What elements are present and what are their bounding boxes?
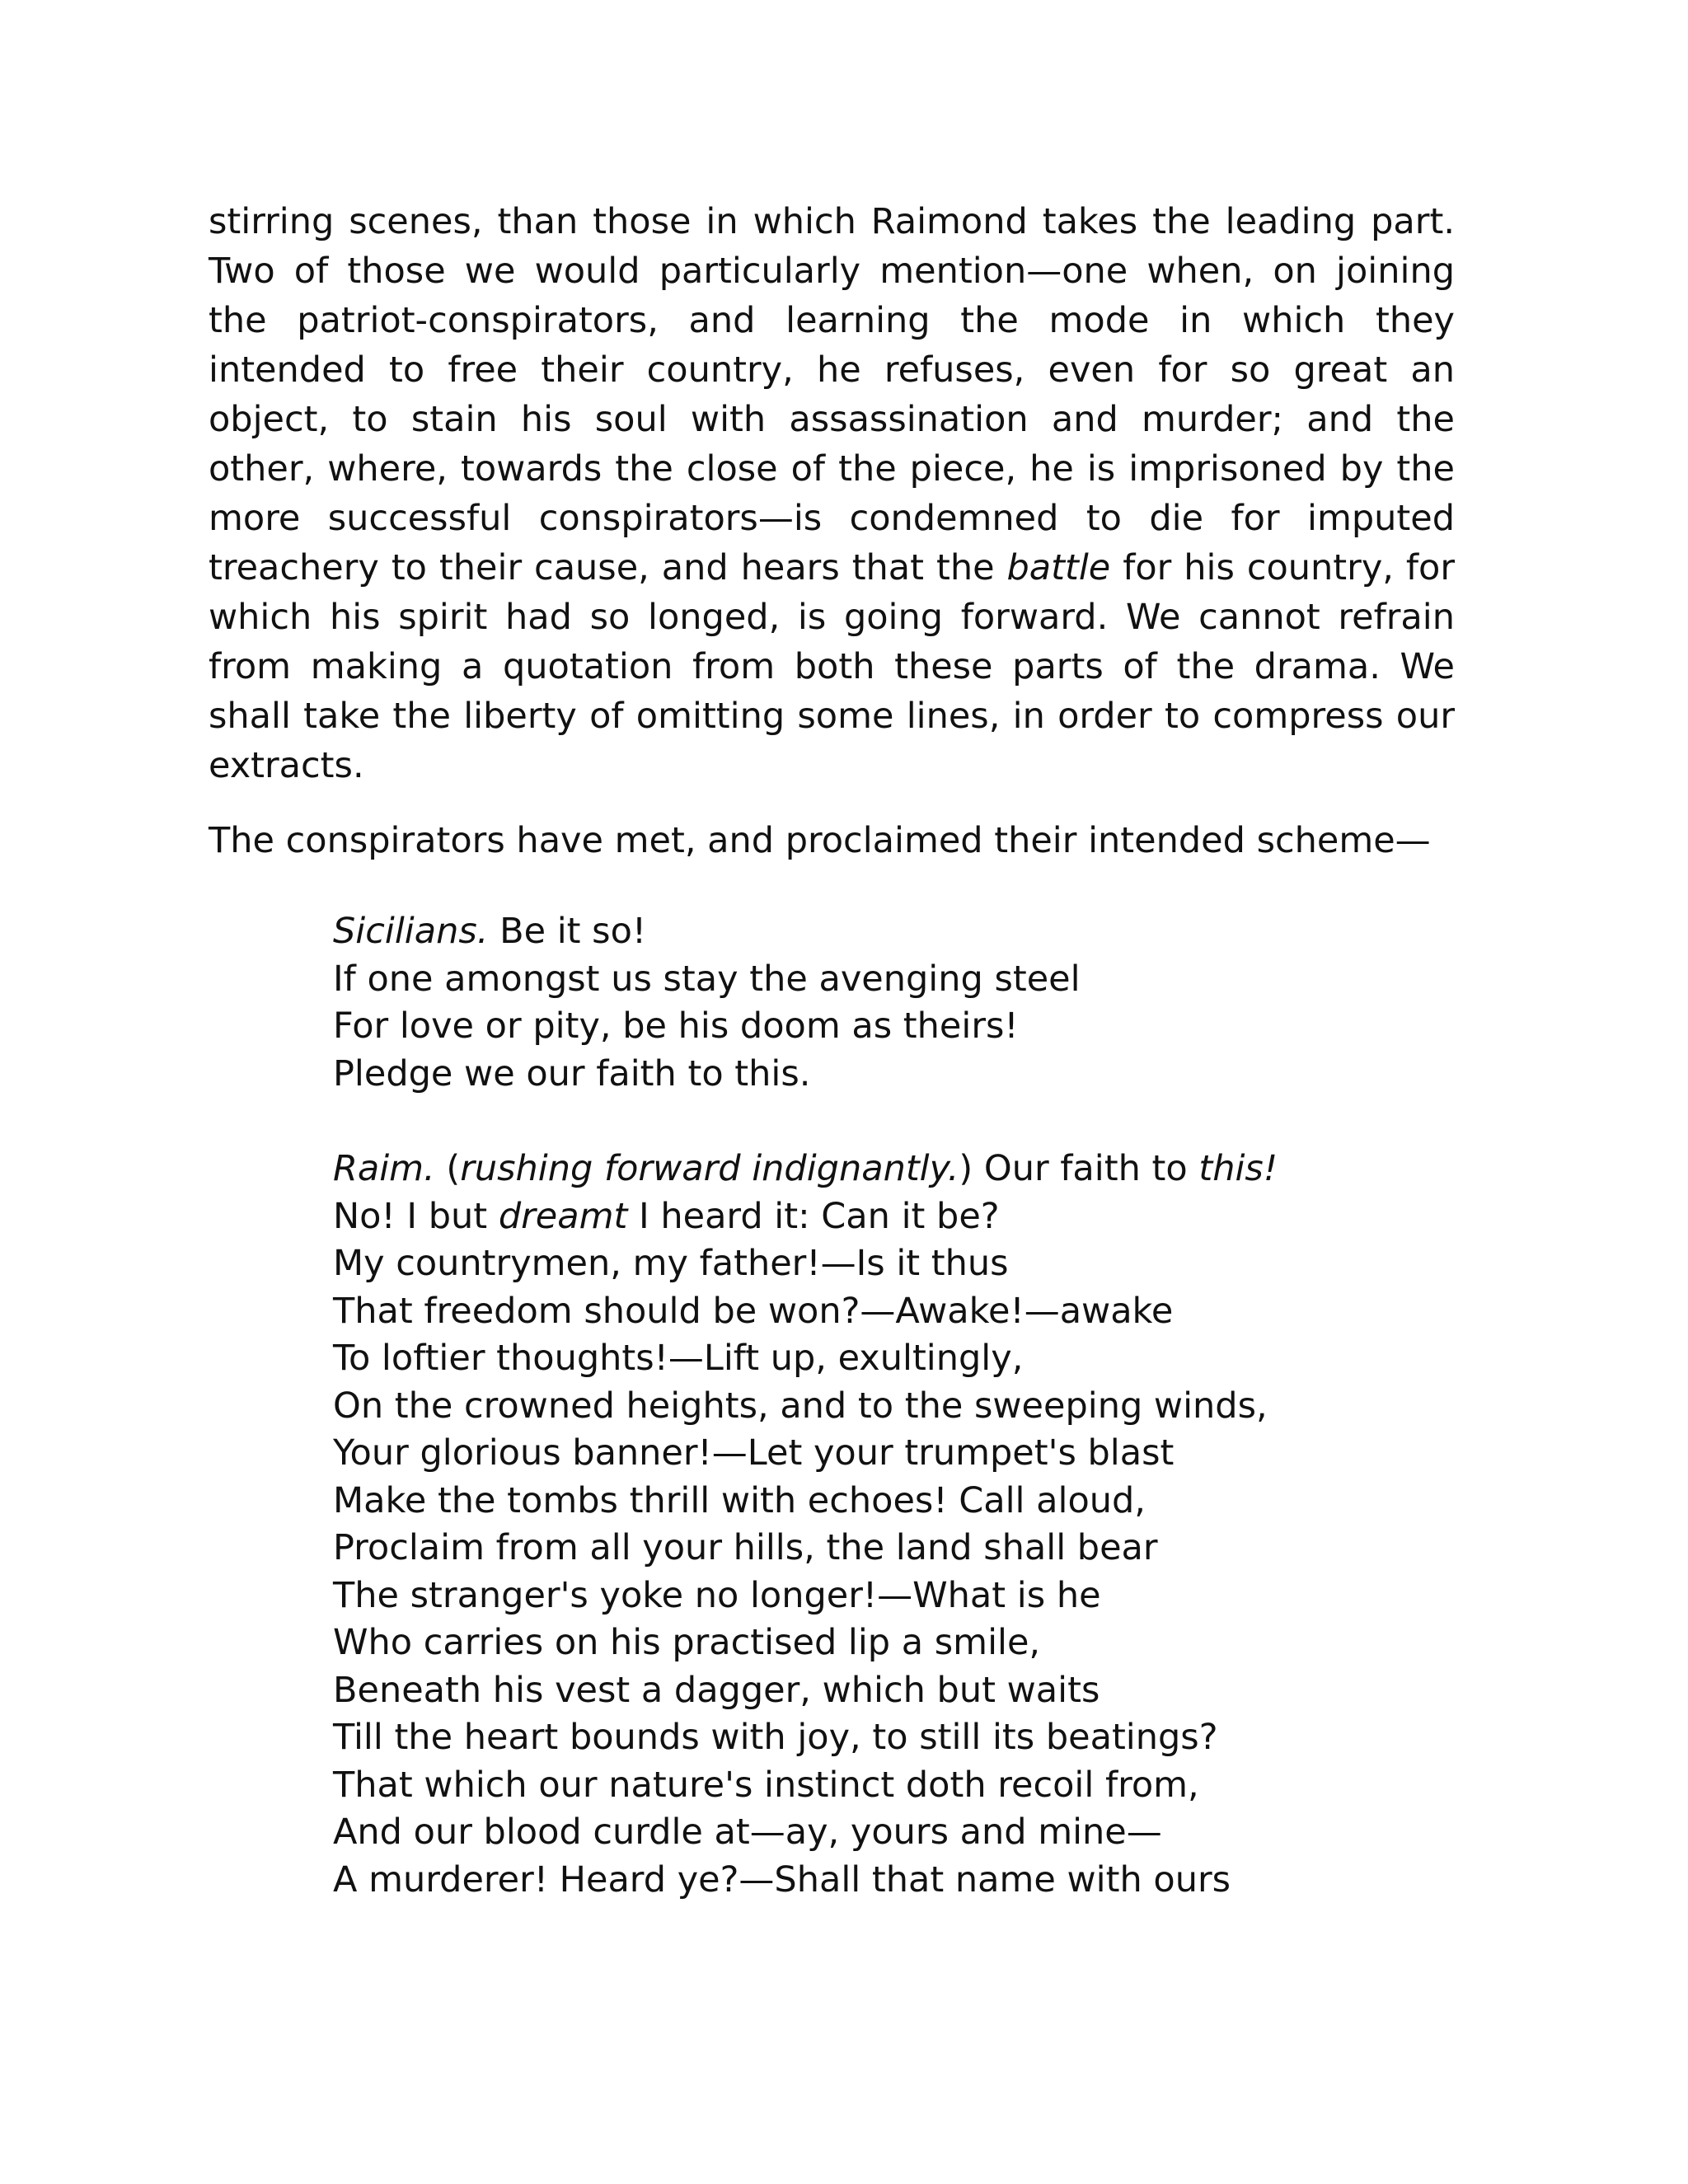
verse-line xyxy=(333,1146,1437,1193)
paragraph-line: stirring scenes, than those in which Raimond takes the leading part. xyxy=(209,201,1455,242)
paragraph-line: intended to free their country, he refuses, even for so great an xyxy=(209,349,1455,391)
verse-line: On the crowned heights, and to the sweeping winds, xyxy=(333,1385,1268,1427)
verse-line: Who carries on his practised lip a smile, xyxy=(333,1622,1041,1663)
verse-block-raimond xyxy=(333,1146,1437,1904)
paragraph-line: more successful conspirators—is condemned to die for imputed xyxy=(209,498,1455,539)
verse-line xyxy=(333,1193,1437,1241)
paragraph-line: from making a quotation from both these parts of the drama. We xyxy=(209,646,1455,687)
verse-text: ) Our faith to xyxy=(959,1148,1199,1189)
paragraph-line xyxy=(209,543,1455,593)
verse-line: Your glorious banner!—Let your trumpet's blast xyxy=(333,1432,1175,1474)
speaker-name: Sicilians. xyxy=(333,911,489,952)
verse-line: Till the heart bounds with joy, to still its beatings? xyxy=(333,1717,1218,1758)
verse-text: ( xyxy=(434,1148,461,1189)
verse-text: No! I but xyxy=(333,1195,499,1237)
speaker-name: Raim. xyxy=(333,1148,435,1189)
italic-word: this! xyxy=(1198,1148,1278,1189)
intro-sentence: The conspirators have met, and proclaimed their intended scheme— xyxy=(209,820,1431,861)
paragraph-line: object, to stain his soul with assassination and murder; and the xyxy=(209,399,1455,440)
verse-line: Pledge we our faith to this. xyxy=(333,1052,811,1094)
paragraph-line: the patriot-conspirators, and learning the mode in which they xyxy=(209,300,1455,341)
paragraph-line: Two of those we would particularly mention—one when, on joining xyxy=(209,251,1455,292)
verse-text: Be it so! xyxy=(488,911,647,952)
verse-line: Beneath his vest a dagger, which but waits xyxy=(333,1669,1100,1711)
verse-text: I heard it: Can it be? xyxy=(627,1195,1000,1237)
verse-line: For love or pity, be his doom as theirs! xyxy=(333,1005,1019,1047)
verse-line: And our blood curdle at—ay, yours and mine— xyxy=(333,1811,1162,1853)
body-paragraph xyxy=(209,197,1455,790)
paragraph-line: extracts. xyxy=(209,745,364,786)
verse-line: The stranger's yoke no longer!—What is he xyxy=(333,1574,1101,1616)
italic-word: battle xyxy=(1006,547,1111,588)
verse-line: If one amongst us stay the avenging steel xyxy=(333,958,1081,1000)
paragraph-text: for his country, for xyxy=(1110,547,1455,588)
paragraph-line: which his spirit had so longed, is going forward. We cannot refrain xyxy=(209,597,1455,638)
verse-block-sicilians xyxy=(333,908,1437,1098)
paragraph-text: treachery to their cause, and hears that the xyxy=(209,547,1007,588)
italic-word: dreamt xyxy=(498,1195,628,1237)
stage-direction: rushing forward indignantly. xyxy=(460,1148,959,1189)
verse-line: That freedom should be won?—Awake!—awake xyxy=(333,1290,1174,1332)
verse-line xyxy=(333,908,1437,956)
paragraph-line: other, where, towards the close of the piece, he is imprisoned by the xyxy=(209,448,1455,490)
verse-line: That which our nature's instinct doth recoil from, xyxy=(333,1764,1199,1806)
verse-line: My countrymen, my father!—Is it thus xyxy=(333,1243,1009,1284)
verse-line: Proclaim from all your hills, the land shall bear xyxy=(333,1527,1158,1568)
verse-line: To loftier thoughts!—Lift up, exultingly, xyxy=(333,1338,1024,1379)
paragraph-line: shall take the liberty of omitting some lines, in order to compress our xyxy=(209,696,1455,737)
verse-line: A murderer! Heard ye?—Shall that name with ours xyxy=(333,1858,1231,1900)
verse-line: Make the tombs thrill with echoes! Call aloud, xyxy=(333,1479,1146,1521)
